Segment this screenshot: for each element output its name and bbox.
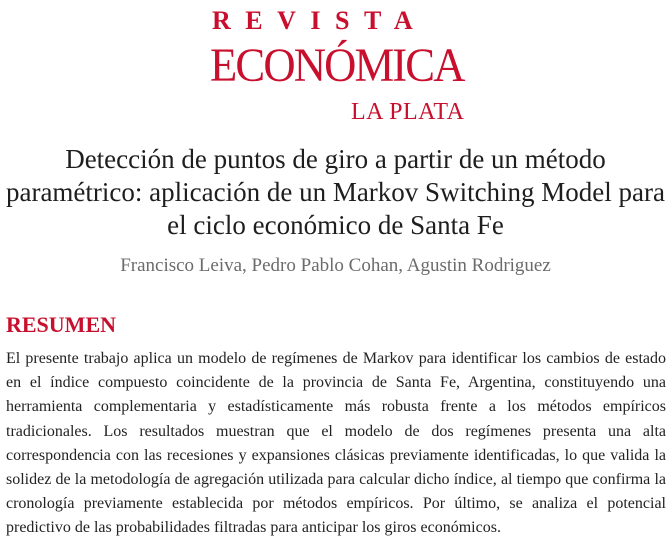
masthead-economica: ECONÓMICA (210, 39, 464, 92)
abstract-body: El presente trabajo aplica un modelo de regímenes de Markov para identificar los cambios de estado en el índice compuesto coincidente de la provincia de Santa Fe, Argentina, constituyendo una herramienta complementaria y estadísticamente más robusta frente a los métodos empíricos tradicionales. Los resultados muestran que el modelo de dos regímenes presenta una alta correspondencia con las recesiones y expansiones clásicas previamente identificadas, lo que valida la solidez de la metodología de agregación utilizada para calcular dicho índice, al tiempo que confirma la cronología previamente establecida por métodos empíricos. Por último, se analiza el potencial predictivo de las probabilidades filtradas para anticipar los giros económicos. (6, 350, 666, 537)
masthead-revista: REVISTA (212, 6, 428, 35)
paper-title: Detección de puntos de giro a partir de un método paramétrico: aplicación de un Markov Switching Model para el ciclo económico de Santa Fe (5, 144, 666, 240)
paper-authors: Francisco Leiva, Pedro Pablo Cohan, Agustin Rodriguez (120, 255, 551, 276)
journal-masthead (0, 0, 671, 130)
masthead-la-plata: LA PLATA (351, 99, 465, 125)
abstract-heading: RESUMEN (6, 312, 117, 337)
